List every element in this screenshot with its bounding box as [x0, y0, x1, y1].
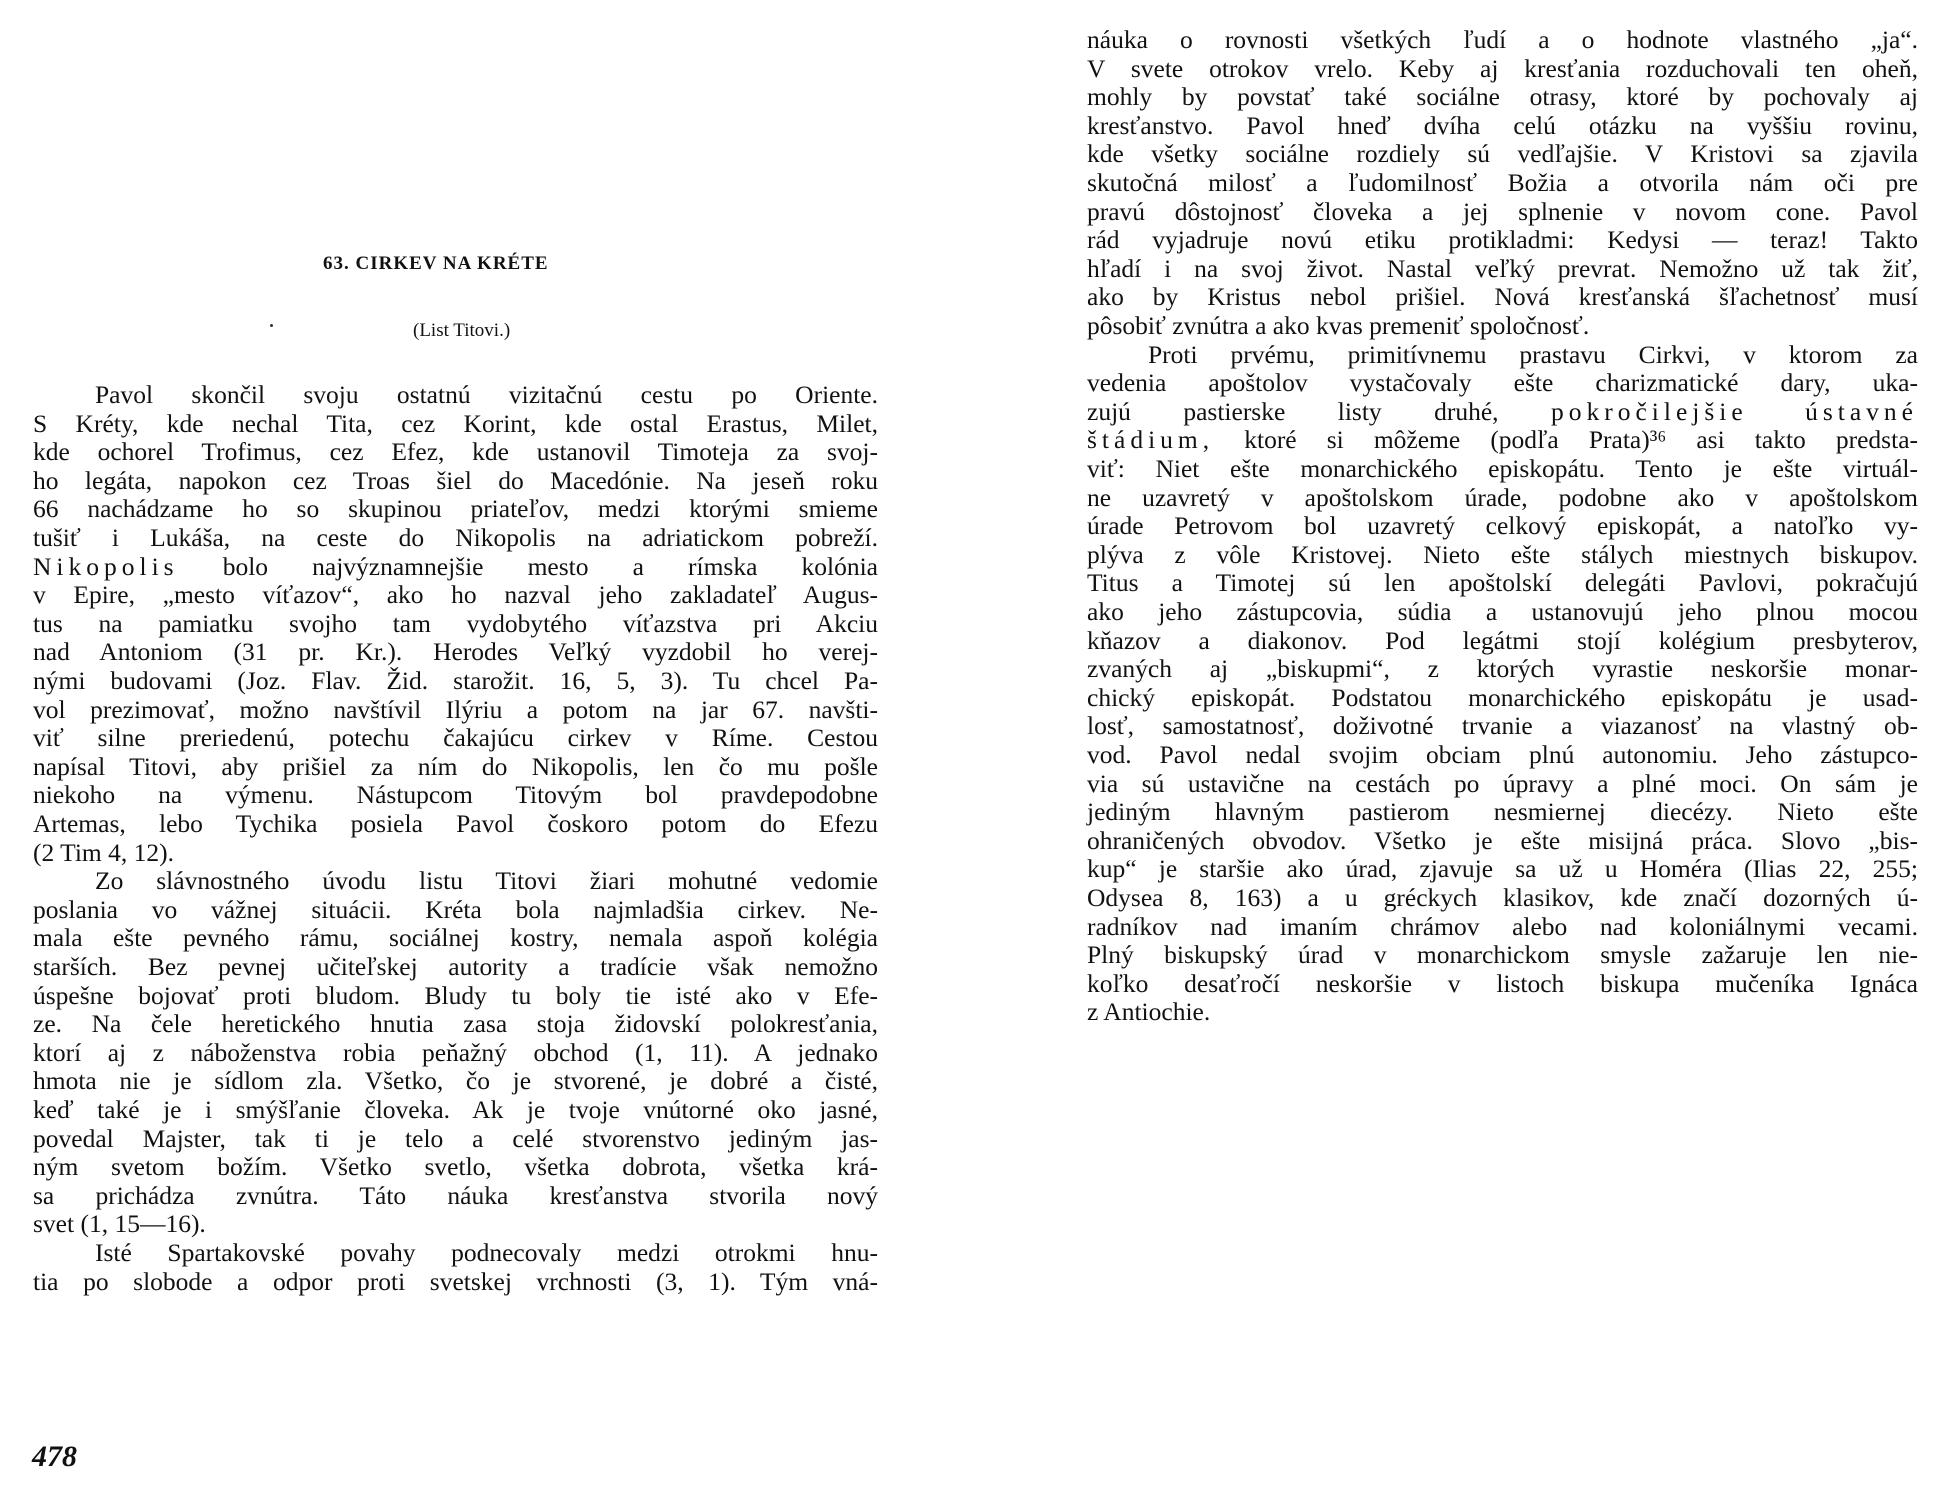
line-text: ho legáta, napokon cez Troas šiel do Macedónie. Na jeseň roku [33, 465, 878, 495]
text-line [1087, 455, 1918, 483]
text-line [1087, 169, 1918, 197]
line-text: vedenia apoštolov vystačovaly ešte charizmatické dary, uka- [1087, 368, 1918, 398]
line-text: hmota nie je sídlom zla. Všetko, čo je stvorené, je dobré a čisté, [33, 1066, 878, 1096]
line-text: mohly by povstať také sociálne otrasy, ktoré by pochovaly aj [1087, 82, 1918, 112]
line-text: koľko desaťročí neskoršie v listoch biskupa mučeníka Ignáca [1087, 968, 1918, 998]
line-text: ako jeho zástupcovia, súdia a ustanovujú jeho plnou mocou [1087, 597, 1918, 626]
line-text: ne uzavretý v apoštolskom úrade, podobne ako v apoštolskom [1087, 482, 1918, 512]
text-line [33, 667, 878, 695]
text-line [33, 1210, 878, 1238]
line-text: povedal Majster, tak ti je telo a celé stvorenstvo jediným jas- [33, 1123, 878, 1153]
line-text: niekoho na výmenu. Nástupcom Titovým bol pravdepodobne [33, 780, 878, 810]
line-text: ktoré si môžeme (podľa Prata)³⁶ asi takto predsta- [1244, 425, 1919, 455]
text-line [33, 839, 878, 867]
line-text: V svete otrokov vrelo. Keby aj kresťania rozduchovali ten oheň, [1087, 53, 1918, 83]
line-text: sa prichádza zvnútra. Táto náuka kresťanstva stvorila nový [33, 1180, 878, 1210]
line-text: tia po slobode a odpor proti svetskej vrchnosti (3, 1). Tým vná- [33, 1266, 878, 1296]
page-number: 478 [32, 1440, 77, 1473]
text-line [1087, 312, 1918, 340]
line-text: ze. Na čele heretického hnutia zasa stoja židovskí polokresťania, [33, 1009, 878, 1039]
line-text: napísal Titovi, aby prišiel za ním do Nikopolis, len čo mu pošle [33, 751, 878, 781]
line-text: Titus a Timotej sú len apoštolskí delegáti Pavlovi, pokračujú [1087, 568, 1918, 598]
line-text: losť, samostatnosť, doživotné trvanie a viazanosť na vlastný ob- [1087, 711, 1918, 741]
text-line [1087, 598, 1918, 626]
line-text: jediným hlavným pastierom nesmiernej diecézy. Nieto ešte [1087, 797, 1918, 827]
line-text: z Antiochie. [1087, 997, 1211, 1027]
text-line [33, 1067, 878, 1095]
text-line [1087, 684, 1918, 712]
line-text: úspešne bojovať proti bludom. Bludy tu boly tie isté ako v Efe- [33, 980, 878, 1010]
line-text: kup“ je staršie ako úrad, zjavuje sa už u Homéra (Ilias 22, 255; [1087, 854, 1918, 884]
line-text: ohraničených obvodov. Všetko je ešte misijná práca. Slovo „bis- [1087, 825, 1918, 855]
text-line [1087, 913, 1918, 941]
text-line [33, 467, 878, 495]
text-line [1087, 827, 1918, 855]
line-text: ako by Kristus nebol prišiel. Nová kresťanská šľachetnosť musí [1087, 282, 1918, 312]
line-text: starších. Bez pevnej učiteľskej autority a tradície však nemožno [33, 952, 878, 981]
text-line [33, 896, 878, 924]
line-text: keď také je i smýšľanie človeka. Ak je tvoje vnútorné oko jasné, [33, 1095, 878, 1124]
line-text: zujú pastierske listy druhé, [1087, 396, 1499, 426]
line-text: via sú ustavične na cestách po úpravy a plné moci. On sám je [1087, 768, 1918, 798]
line-text: Isté Spartakovské povahy podnecovaly medzi otrokmi hnu- [95, 1238, 878, 1267]
line-text: nad Antoniom (31 pr. Kr.). Herodes Veľký vyzdobil ho verej- [33, 637, 878, 667]
text-line [33, 810, 878, 838]
text-line [33, 753, 878, 781]
text-line [1087, 855, 1918, 883]
line-text: tus na pamiatku svojho tam vydobytého víťazstva pri Akciu [33, 608, 878, 638]
text-line [1087, 484, 1918, 512]
chapter-heading: 63. CIRKEV NA KRÉTE [323, 253, 549, 274]
line-text: chický episkopát. Podstatou monarchického episkopátu je usad- [1087, 682, 1918, 712]
line-text: viť: Niet ešte monarchického episkopátu. Tento je ešte virtuál- [1087, 454, 1918, 483]
text-line [33, 1182, 878, 1210]
line-text: pravú dôstojnosť človeka a jej splnenie v novom cone. Pavol [1087, 196, 1918, 226]
line-text: Plný biskupský úrad v monarchickom smysle zažaruje len nie- [1087, 940, 1918, 970]
line-text: kňazov a diakonov. Pod legátmi stojí kolégium presbyterov, [1087, 625, 1918, 655]
line-text: Proti prvému, primitívnemu prastavu Cirkvi, v ktorom za [1148, 339, 1918, 369]
line-text: 66 nachádzame ho so skupinou priateľov, medzi ktorými smieme [33, 494, 878, 524]
line-text: úrade Petrovom bol uzavretý celkový episkopát, a natoľko vy- [1087, 511, 1918, 541]
text-line [33, 1010, 878, 1038]
text-line [33, 1039, 878, 1067]
line-text: rád vyjadruje novú etiku protikladmi: Kedysi — teraz! Takto [1087, 225, 1918, 255]
text-line [95, 1239, 878, 1267]
line-text: kde ochorel Trofimus, cez Efez, kde ustanovil Timoteja za svoj- [33, 437, 878, 467]
line-text: v Epire, „mesto víťazov“, ako ho nazval jeho zakladateľ Augus- [33, 580, 878, 610]
line-text: mala ešte pevného rámu, sociálnej kostry, nemala aspoň kolégia [33, 923, 878, 953]
text-line [33, 924, 878, 952]
emphasized-text: Nikopolis [33, 551, 179, 581]
text-line [33, 724, 878, 752]
speck-mark [270, 324, 273, 327]
text-line [1087, 55, 1918, 83]
text-line [33, 410, 878, 438]
text-line [1087, 569, 1918, 597]
text-line [33, 610, 878, 638]
line-text: Zo slávnostného úvodu listu Titovi žiari mohutné vedomie [95, 866, 878, 896]
text-line [1087, 627, 1918, 655]
text-line [1087, 26, 1918, 54]
chapter-subheading: (List Titovi.) [413, 320, 511, 341]
text-line [1087, 998, 1918, 1026]
text-line [1087, 255, 1918, 283]
text-line [1148, 341, 1918, 369]
line-text: vod. Pavol nedal svojim obciam plnú autonomiu. Jeho zástupco- [1087, 740, 1918, 769]
text-line [33, 495, 878, 523]
line-text: Pavol skončil svoju ostatnú vizitačnú cestu po Oriente. [95, 380, 878, 409]
text-line [1087, 770, 1918, 798]
text-line [33, 1096, 878, 1124]
line-text: kde všetky sociálne rozdiely sú vedľajšie. V Kristovi sa zjavila [1087, 139, 1918, 169]
line-text: bolo najvýznamnejšie mesto a rímska kolónia [222, 551, 879, 581]
line-text: ným svetom božím. Všetko svetlo, všetka dobrota, všetka krá- [33, 1152, 878, 1182]
text-line [33, 638, 878, 666]
text-line [95, 867, 878, 895]
text-line [33, 438, 878, 466]
text-line [1087, 226, 1918, 254]
text-line [33, 524, 878, 552]
text-line [33, 1125, 878, 1153]
text-line [1087, 655, 1918, 683]
line-text: ktorí aj z náboženstva robia peňažný obchod (1, 11). A jednako [33, 1037, 878, 1067]
line-text: plýva z vôle Kristovej. Nieto ešte stálych miestnych biskupov. [1087, 539, 1918, 569]
text-line [1087, 83, 1918, 111]
text-line [33, 781, 878, 809]
line-text: svet (1, 15—16). [33, 1209, 206, 1239]
text-line [1087, 712, 1918, 740]
line-text: radníkov nad imaním chrámov alebo nad koloniálnymi vecami. [1087, 911, 1918, 941]
text-line [1087, 369, 1918, 397]
line-text: kresťanstvo. Pavol hneď dvíha celú otázku na vyššiu rovinu, [1087, 110, 1918, 140]
text-line [33, 1268, 878, 1296]
line-text: vol prezimovať, možno navštívil Ilýriu a potom na jar 67. navšti- [33, 694, 878, 724]
line-text: viť silne preriedenú, potechu čakajúcu cirkev v Ríme. Cestou [33, 723, 878, 753]
line-text: zvaných aj „biskupmi“, z ktorých vyrastie neskoršie monar- [1087, 654, 1918, 684]
text-line [1087, 512, 1918, 540]
line-text: Artemas, lebo Tychika posiela Pavol čoskoro potom do Efezu [33, 809, 878, 838]
text-line [1087, 970, 1918, 998]
text-line [1087, 283, 1918, 311]
emphasized-text: štádium, [1087, 425, 1215, 455]
line-text: nými budovami (Joz. Flav. Žid. starožit. 16, 5, 3). Tu chcel Pa- [33, 666, 878, 695]
text-line [1087, 140, 1918, 168]
text-line [1087, 198, 1918, 226]
line-text: (2 Tim 4, 12). [33, 837, 174, 867]
line-text: poslania vo vážnej situácii. Kréta bola najmladšia cirkev. Ne- [33, 894, 878, 924]
line-text: náuka o rovnosti všetkých ľudí a o hodnote vlastného „ja“. [1087, 25, 1918, 54]
text-line [1087, 112, 1918, 140]
text-line [33, 982, 878, 1010]
text-line [33, 553, 878, 581]
text-line [1087, 541, 1918, 569]
line-text: hľadí i na svoj život. Nastal veľký prevrat. Nemožno už tak žiť, [1087, 253, 1918, 283]
text-line [1087, 884, 1918, 912]
line-text: skutočná milosť a ľudomilnosť Božia a otvorila nám oči pre [1087, 168, 1918, 197]
line-text: pôsobiť zvnútra a ako kvas premeniť spoločnosť. [1087, 311, 1590, 340]
text-line [33, 953, 878, 981]
emphasized-text: pokročilejšie ústavné [1550, 396, 1919, 426]
text-line [1087, 398, 1918, 426]
text-line [1087, 426, 1918, 454]
text-line [1087, 798, 1918, 826]
text-line [95, 381, 878, 409]
line-text: tušiť i Lukáša, na ceste do Nikopolis na adriatickom pobreží. [33, 523, 878, 552]
text-line [33, 1153, 878, 1181]
text-line [33, 696, 878, 724]
text-line [1087, 941, 1918, 969]
line-text: S Kréty, kde nechal Tita, cez Korint, kde ostal Erastus, Milet, [33, 408, 878, 438]
text-line [33, 581, 878, 609]
line-text: Odysea 8, 163) a u gréckych klasikov, kde značí dozorných ú- [1087, 883, 1918, 912]
right-page [1060, 0, 1956, 1500]
text-line [1087, 741, 1918, 769]
